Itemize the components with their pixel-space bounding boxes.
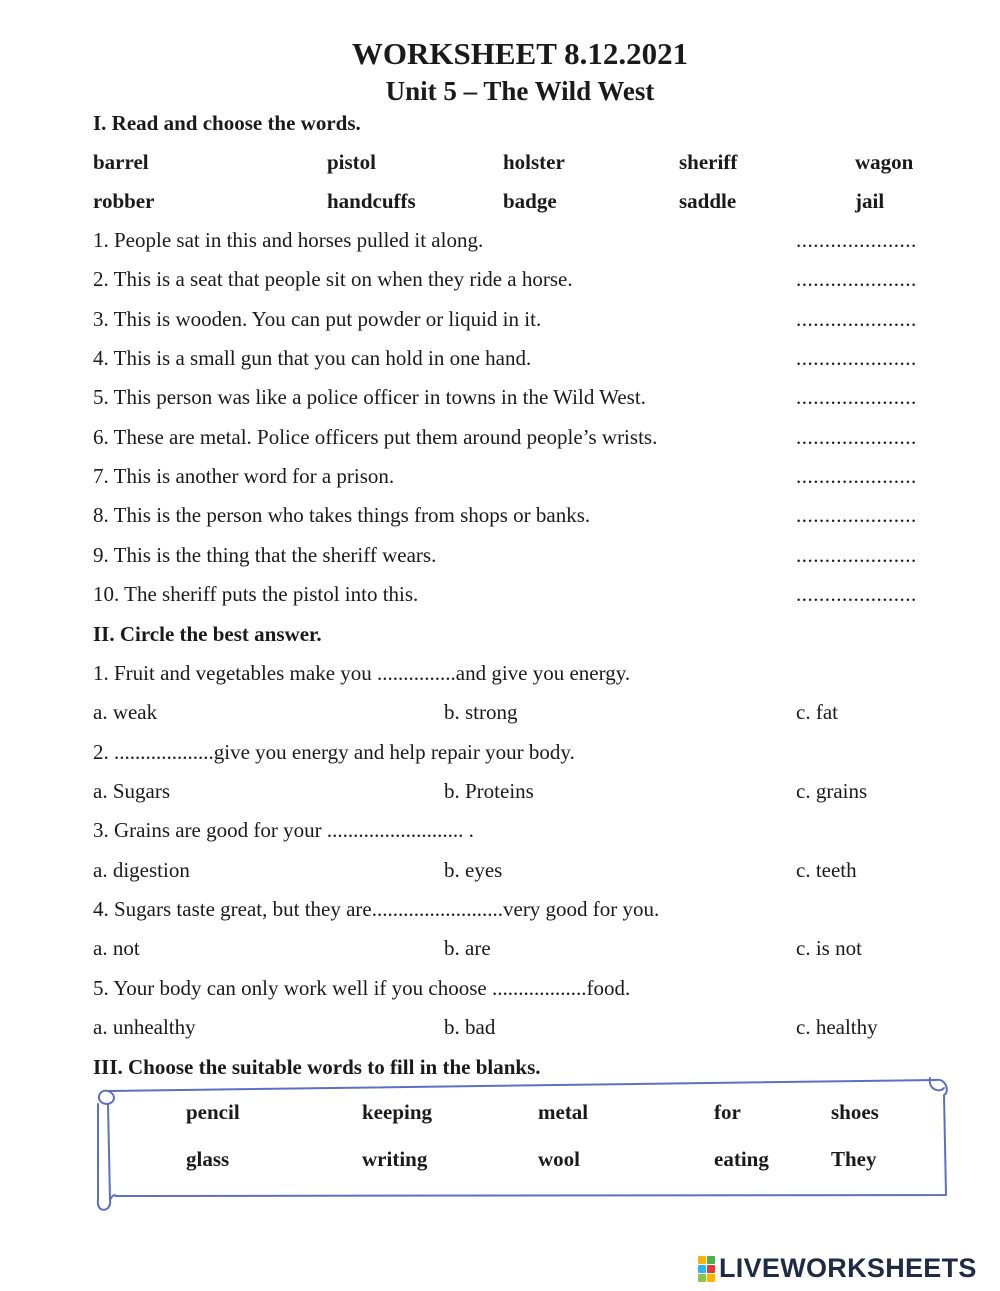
logo-block (707, 1274, 715, 1282)
worksheet-subtitle: Unit 5 – The Wild West (385, 76, 655, 106)
s1-word: saddle (679, 189, 737, 213)
section2-heading: II. Circle the best answer. (93, 622, 322, 646)
s1-word: holster (503, 150, 565, 174)
liveworksheets-logo-icon (698, 1256, 715, 1282)
s2-option-c[interactable]: c. fat (796, 700, 838, 724)
s3-word: pencil (186, 1100, 240, 1124)
s1-word: pistol (327, 150, 377, 174)
answer-blank[interactable]: ..................... (796, 267, 917, 291)
s2-option-b[interactable]: b. eyes (444, 858, 503, 882)
s2-option-c[interactable]: c. healthy (796, 1015, 878, 1039)
logo-block (707, 1265, 715, 1273)
s2-option-b[interactable]: b. strong (444, 700, 518, 724)
s2-question: 4. Sugars taste great, but they are.........................very good for you. (93, 897, 660, 921)
s3-word: metal (538, 1100, 589, 1124)
s2-option-c[interactable]: c. grains (796, 779, 868, 803)
answer-blank[interactable]: ..................... (796, 543, 917, 567)
s1-word: sheriff (679, 150, 738, 174)
s2-question: 2. ...................give you energy and help repair your body. (93, 740, 575, 764)
worksheet-title: WORKSHEET 8.12.2021 (351, 36, 689, 71)
s3-word: keeping (362, 1100, 433, 1124)
s1-question: 5. This person was like a police officer in towns in the Wild West. (93, 385, 646, 409)
s2-option-b[interactable]: b. bad (444, 1015, 496, 1039)
answer-blank[interactable]: ..................... (796, 503, 917, 527)
s1-question: 1. People sat in this and horses pulled it along. (93, 228, 484, 252)
answer-blank[interactable]: ..................... (796, 582, 917, 606)
section3-heading: III. Choose the suitable words to fill in the blanks. (93, 1055, 541, 1079)
s2-option-a[interactable]: a. unhealthy (93, 1015, 196, 1039)
s1-question: 10. The sheriff puts the pistol into this. (93, 582, 419, 606)
s2-option-a[interactable]: a. Sugars (93, 779, 170, 803)
s1-question: 7. This is another word for a prison. (93, 464, 395, 488)
answer-blank[interactable]: ..................... (796, 425, 917, 449)
s1-word: barrel (93, 150, 149, 174)
s3-word: They (831, 1147, 877, 1171)
answer-blank[interactable]: ..................... (796, 346, 917, 370)
s2-option-c[interactable]: c. is not (796, 936, 862, 960)
liveworksheets-logo[interactable] (698, 1253, 977, 1284)
s1-question: 8. This is the person who takes things from shops or banks. (93, 503, 591, 527)
s3-word: writing (362, 1147, 428, 1171)
s1-question: 9. This is the thing that the sheriff wears. (93, 543, 437, 567)
s3-word: for (714, 1100, 741, 1124)
answer-blank[interactable]: ..................... (796, 385, 917, 409)
s1-question: 6. These are metal. Police officers put them around people’s wrists. (93, 425, 658, 449)
s3-word: eating (714, 1147, 769, 1171)
s1-word: jail (855, 189, 885, 213)
s3-word: wool (538, 1147, 580, 1171)
logo-text: LIVEWORKSHEETS (719, 1253, 977, 1283)
logo-block (698, 1265, 706, 1273)
answer-blank[interactable]: ..................... (796, 228, 917, 252)
s2-option-b[interactable]: b. Proteins (444, 779, 534, 803)
logo-block (707, 1256, 715, 1264)
s1-question: 2. This is a seat that people sit on when they ride a horse. (93, 267, 573, 291)
s2-option-a[interactable]: a. weak (93, 700, 158, 724)
s2-question: 1. Fruit and vegetables make you ...............and give you energy. (93, 661, 631, 685)
s2-option-a[interactable]: a. digestion (93, 858, 190, 882)
logo-block (698, 1274, 706, 1282)
s2-question: 3. Grains are good for your .......................... . (93, 818, 474, 842)
s1-word: wagon (855, 150, 914, 174)
logo-block (698, 1256, 706, 1264)
s2-question: 5. Your body can only work well if you choose ..................food. (93, 976, 631, 1000)
s1-question: 4. This is a small gun that you can hold in one hand. (93, 346, 532, 370)
s2-option-b[interactable]: b. are (444, 936, 491, 960)
s2-option-a[interactable]: a. not (93, 936, 140, 960)
section1-heading: I. Read and choose the words. (93, 111, 361, 135)
s1-word: badge (503, 189, 557, 213)
answer-blank[interactable]: ..................... (796, 464, 917, 488)
s3-word: shoes (831, 1100, 879, 1124)
s1-word: handcuffs (327, 189, 416, 213)
s1-word: robber (93, 189, 155, 213)
answer-blank[interactable]: ..................... (796, 307, 917, 331)
s1-question: 3. This is wooden. You can put powder or liquid in it. (93, 307, 542, 331)
s3-word: glass (186, 1147, 230, 1171)
s2-option-c[interactable]: c. teeth (796, 858, 857, 882)
